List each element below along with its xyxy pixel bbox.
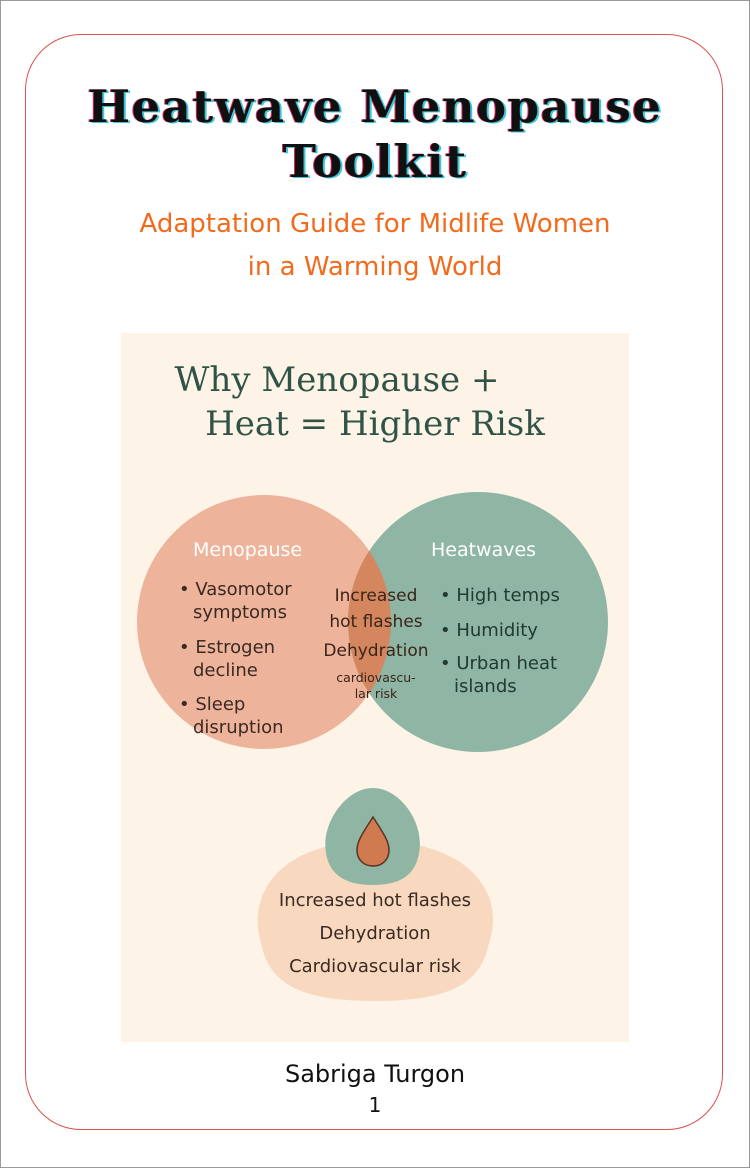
menopause-item-line: • Estrogen — [179, 637, 276, 658]
menopause-item-line: symptoms — [193, 602, 287, 623]
menopause-item — [179, 578, 292, 624]
overlap-line: lar risk — [354, 686, 398, 701]
author-name: Sabriga Turgon — [284, 1060, 466, 1088]
heatwaves-item — [440, 584, 560, 607]
overlap-line: Increased — [334, 586, 418, 606]
heatwaves-item — [440, 652, 557, 698]
outcome-item: Increased hot flashes — [278, 890, 472, 911]
title-line-2: Toolkit — [282, 135, 468, 188]
venn-infographic — [121, 333, 629, 1042]
menopause-item-line: disruption — [193, 717, 284, 738]
infographic-heading-line-1: Why Menopause + — [174, 360, 500, 400]
page-number: 1 — [368, 1093, 382, 1117]
outcome-item: Dehydration — [319, 923, 431, 944]
heatwaves-label: Heatwaves — [431, 539, 537, 561]
menopause-item — [179, 636, 275, 682]
menopause-item-line: decline — [193, 660, 258, 681]
subtitle-line-1: Adaptation Guide for Midlife Women — [139, 209, 611, 239]
heatwaves-item — [440, 619, 538, 642]
menopause-item — [179, 693, 284, 739]
heatwaves-item-line: islands — [454, 676, 517, 697]
title-line-1: Heatwave Menopause — [87, 80, 663, 133]
outcome-item: Cardiovascular risk — [289, 956, 461, 977]
heatwaves-item-line: • Humidity — [440, 620, 538, 641]
infographic-heading-line-2: Heat = Higher Risk — [205, 404, 545, 444]
subtitle-line-2: in a Warming World — [247, 252, 503, 282]
overlap-line: cardiovascu- — [336, 670, 416, 685]
menopause-item-line: • Vasomotor — [179, 579, 292, 600]
heatwaves-item-line: • High temps — [440, 585, 560, 606]
menopause-label: Menopause — [193, 539, 303, 561]
heatwaves-item-line: • Urban heat — [440, 653, 558, 674]
overlap-line: hot flashes — [329, 612, 423, 632]
overlap-line: Dehydration — [323, 641, 429, 661]
menopause-item-line: • Sleep — [179, 694, 246, 715]
